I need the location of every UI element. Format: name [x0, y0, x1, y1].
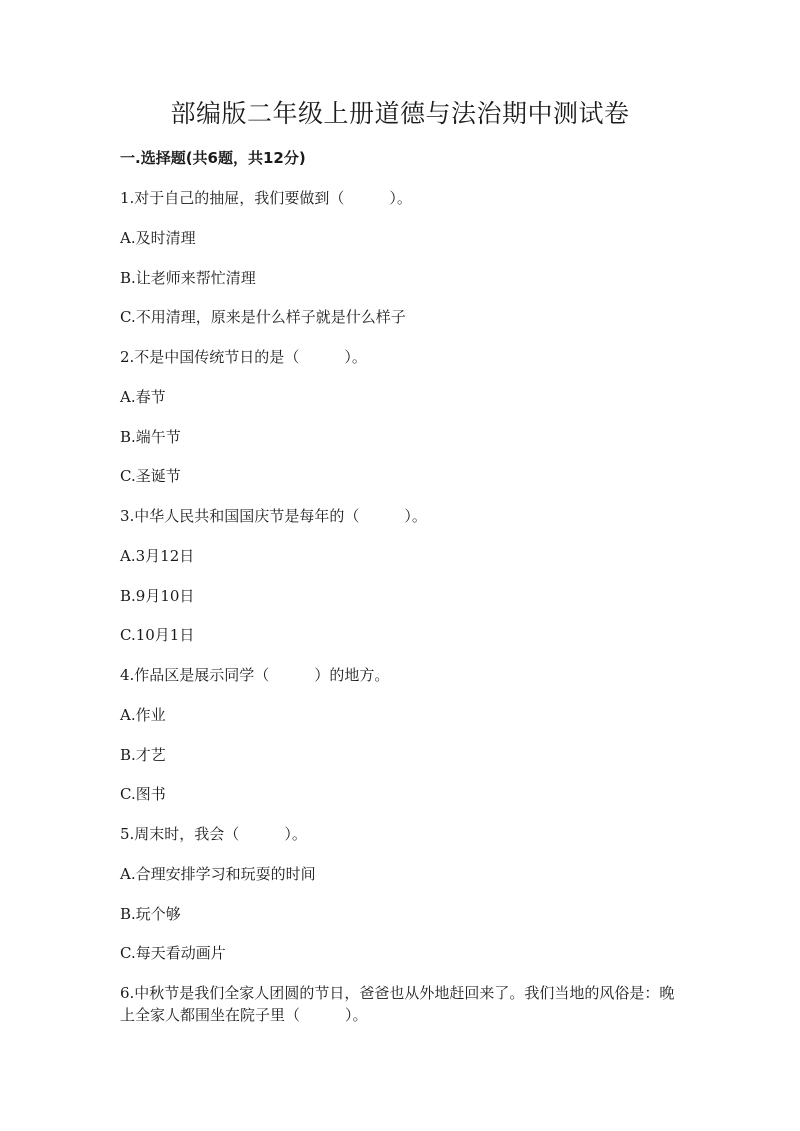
- question-1-option-a: A.及时清理: [120, 229, 196, 247]
- question-stem-2: 2.不是中国传统节日的是（ ）。: [120, 348, 367, 366]
- question-stem-3: 3.中华人民共和国国庆节是每年的（ ）。: [120, 507, 427, 525]
- question-2-option-c: C.圣诞节: [120, 467, 181, 485]
- question-4-option-a: A.作业: [120, 706, 166, 724]
- question-1-option-c: C.不用清理，原来是什么样子就是什么样子: [120, 308, 406, 326]
- question-stem-5: 5.周末时，我会（ ）。: [120, 825, 307, 843]
- question-stem-6: 6.中秋节是我们全家人团圆的节日，爸爸也从外地赶回来了。我们当地的风俗是：晚上全家人都围坐在院子里（ ）。: [120, 984, 675, 1024]
- question-1-option-b: B.让老师来帮忙清理: [120, 269, 256, 287]
- question-3-option-a: A.3月12日: [120, 547, 195, 565]
- question-5-option-b: B.玩个够: [120, 905, 181, 923]
- question-5-option-c: C.每天看动画片: [120, 944, 226, 962]
- question-3-option-b: B.9月10日: [120, 587, 195, 605]
- page-title: 部编版二年级上册道德与法治期中测试卷: [170, 99, 630, 128]
- question-5-option-a: A.合理安排学习和玩耍的时间: [120, 865, 316, 883]
- question-4-option-c: C.图书: [120, 785, 166, 803]
- section-heading: 一.选择题(共6题，共12分): [120, 149, 306, 167]
- question-3-option-c: C.10月1日: [120, 626, 195, 644]
- question-stem-4: 4.作品区是展示同学（ ）的地方。: [120, 666, 390, 684]
- question-4-option-b: B.才艺: [120, 746, 166, 764]
- question-2-option-a: A.春节: [120, 388, 166, 406]
- question-stem-1: 1.对于自己的抽屉，我们要做到（ ）。: [120, 189, 412, 207]
- question-2-option-b: B.端午节: [120, 428, 181, 446]
